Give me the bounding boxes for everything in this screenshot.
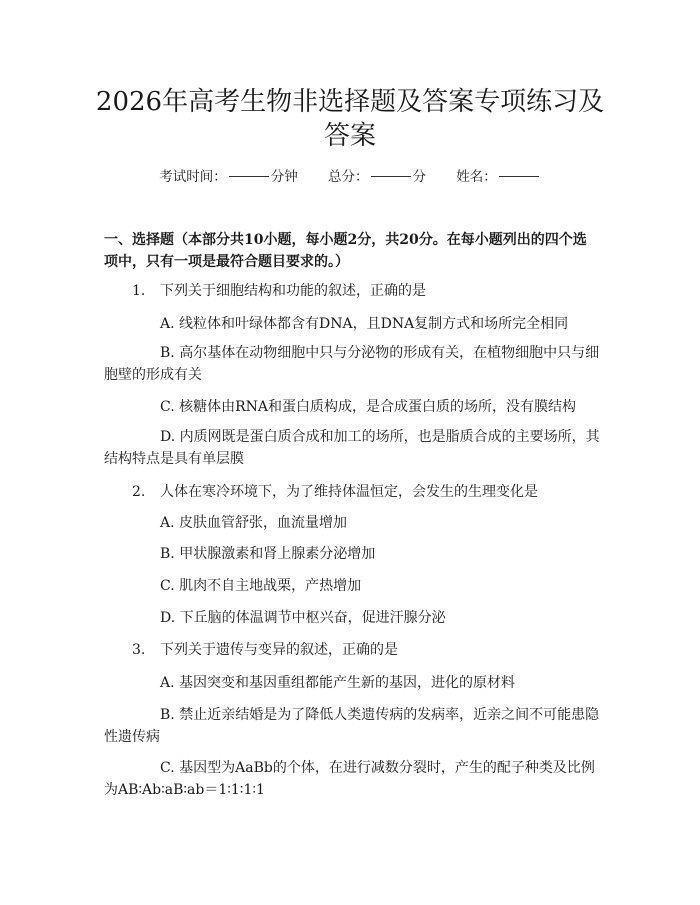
question-number: 2. bbox=[132, 484, 146, 500]
option-text: A. 线粒体和叶绿体都含有DNA，且DNA复制方式和场所完全相同 bbox=[160, 316, 569, 332]
option-text: C. 基因型为AaBb的个体，在进行减数分裂时，产生的配子种类及比例为AB∶Ab∶aB∶ab＝1∶1∶1∶1 bbox=[104, 760, 595, 798]
total-score-blank bbox=[371, 176, 411, 177]
exam-time-field bbox=[159, 169, 298, 185]
question-3-option-b bbox=[104, 704, 600, 748]
question-2-option-a bbox=[104, 512, 600, 534]
exam-time-unit: 分钟 bbox=[270, 169, 298, 185]
total-score-unit: 分 bbox=[412, 169, 426, 185]
question-2-option-d bbox=[104, 607, 600, 629]
exam-time-label: 考试时间： bbox=[159, 169, 227, 185]
student-name-field bbox=[456, 169, 541, 185]
question-number: 1. bbox=[132, 283, 146, 299]
student-name-label: 姓名： bbox=[456, 169, 497, 185]
question-1 bbox=[104, 280, 600, 302]
section-heading: 一、选择题（本部分共10小题，每小题2分，共20分。在每小题列出的四个选项中，只有一项是最符合题目要求的。） bbox=[104, 232, 587, 270]
question-3-option-a bbox=[104, 672, 600, 694]
question-1-option-a bbox=[104, 313, 600, 335]
student-name-blank bbox=[499, 176, 539, 177]
question-2-option-b bbox=[104, 543, 600, 565]
option-text: D. 下丘脑的体温调节中枢兴奋，促进汗腺分泌 bbox=[160, 610, 446, 626]
question-number: 3. bbox=[132, 642, 146, 658]
option-text: A. 基因突变和基因重组都能产生新的基因，进化的原材料 bbox=[160, 675, 516, 691]
exam-title-line-1: 2026年高考生物非选择题及答案专项练习及 bbox=[95, 87, 605, 117]
question-stem: 下列关于遗传与变异的叙述，正确的是 bbox=[160, 642, 398, 658]
exam-title-line-2: 答案 bbox=[323, 121, 376, 151]
question-1-option-d bbox=[104, 426, 600, 470]
question-stem: 人体在寒冷环境下，为了维持体温恒定，会发生的生理变化是 bbox=[160, 484, 538, 500]
option-text: D. 内质网既是蛋白质合成和加工的场所，也是脂质合成的主要场所，其结构特点是具有单层膜 bbox=[104, 429, 600, 467]
question-3-option-c bbox=[104, 757, 600, 801]
total-score-label: 总分： bbox=[328, 169, 369, 185]
option-text: C. 肌肉不自主地战栗，产热增加 bbox=[160, 578, 362, 594]
option-text: B. 高尔基体在动物细胞中只与分泌物的形成有关，在植物细胞中只与细胞壁的形成有关 bbox=[104, 345, 600, 383]
total-score-field bbox=[328, 169, 426, 185]
question-stem: 下列关于细胞结构和功能的叙述，正确的是 bbox=[160, 283, 426, 299]
exam-time-blank bbox=[229, 176, 269, 177]
question-3 bbox=[104, 639, 600, 661]
question-2 bbox=[104, 481, 600, 503]
option-text: B. 禁止近亲结婚是为了降低人类遗传病的发病率，近亲之间不可能患隐性遗传病 bbox=[104, 707, 600, 745]
question-1-option-c bbox=[104, 396, 600, 418]
question-2-option-c bbox=[104, 575, 600, 597]
option-text: A. 皮肤血管舒张，血流量增加 bbox=[160, 515, 348, 531]
option-text: B. 甲状腺激素和肾上腺素分泌增加 bbox=[160, 546, 376, 562]
option-text: C. 核糖体由RNA和蛋白质构成，是合成蛋白质的场所，没有膜结构 bbox=[160, 399, 577, 415]
exam-meta bbox=[0, 166, 700, 188]
question-1-option-b bbox=[104, 342, 600, 386]
